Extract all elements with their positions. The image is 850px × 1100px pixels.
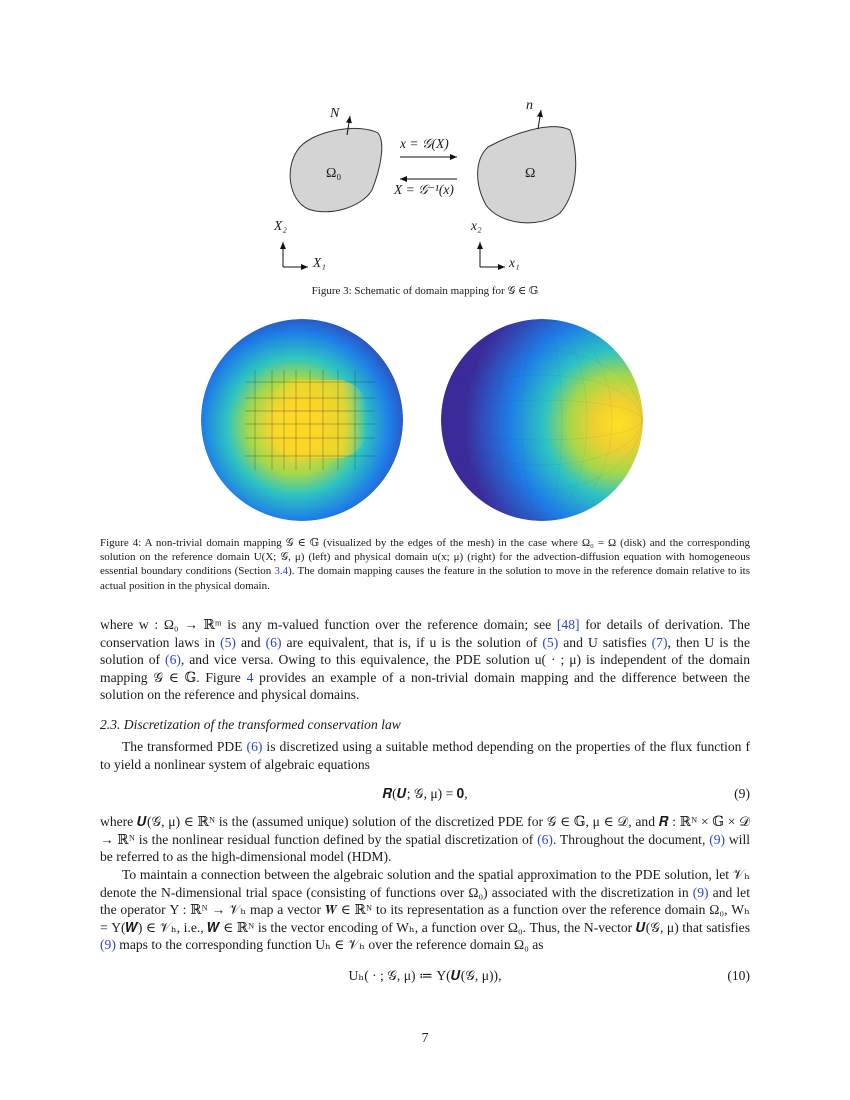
figure-4-caption-suffix: ). The domain mapping causes the feature in the solution to move in the reference domain relative to its actual position in the physical domain. (100, 565, 750, 592)
para2-text-2: is discretized using a suitable method depending on the properties of the flux function f to yield a nonlinear system of algebraic equations (100, 739, 750, 772)
section-heading: 2.3. Discretization of the transformed conservation law (100, 717, 401, 732)
section-3-4-link[interactable]: 3.4 (274, 565, 289, 578)
para3-text-2: . Throughout the document, (552, 831, 710, 847)
eq-9-link[interactable]: (9) (709, 831, 726, 847)
para1-text-6: , then U is the solution of (100, 634, 750, 667)
para1-text-3: and (235, 634, 266, 650)
eq-6-link-4[interactable]: (6) (537, 831, 553, 847)
inverse-map-label: X = 𝒢⁻¹(x) (394, 182, 454, 197)
para2-text-1: The transformed PDE (122, 739, 247, 754)
para4-text-2: and let the operator Υ : ℝᴺ → 𝒱ₕ map a vector 𝑾 ∈ ℝᴺ to its representation as a function over the reference domain Ω₀, Wₕ = Υ(𝑾) ∈ 𝒱ₕ, i.e., 𝑾 ∈ ℝᴺ is the vector encoding of Wₕ, a function over Ω₀. Thus, the N-vector 𝑼(𝒢, μ) that satisfies (100, 884, 750, 935)
ref-48-link[interactable]: [48] (556, 617, 580, 632)
para1-text-5: and U satisfies (558, 634, 652, 650)
paragraph-discretization (100, 738, 750, 773)
para3-text-1: where 𝑼(𝒢, μ) ∈ ℝᴺ is the (assumed unique) solution of the discretized PDE for 𝒢 ∈ 𝔾, μ ∈ 𝒟, and 𝑹 : ℝᴺ × 𝔾 × 𝒟 → ℝᴺ is the nonlinear residual function defined by the spatial discretization of (100, 814, 750, 847)
para3-text-3: will be referred to as the high-dimensional model (HDM). (100, 831, 751, 864)
equation-10-expression: Uₕ( · ; 𝒢, μ) ≔ Υ(𝑼(𝒢, μ)), (348, 968, 502, 983)
eq-9-link-3[interactable]: (9) (100, 937, 116, 952)
equation-9-expression: 𝑹(𝑼; 𝒢, μ) = 𝟎, (382, 786, 468, 801)
paragraph-trial-space (100, 866, 750, 954)
physical-domain-solution-disk (441, 319, 643, 521)
eq-7-link[interactable]: (7) (651, 634, 668, 650)
equation-10-number: (10) (727, 968, 750, 983)
eq-6-link-3[interactable]: (6) (246, 739, 263, 754)
omega0-label: Ω₀ (326, 166, 342, 181)
figure-3-caption: Figure 3: Schematic of domain mapping for 𝒢 ∈ 𝔾 (311, 285, 539, 297)
eq-9-link-2[interactable]: (9) (692, 884, 709, 900)
para4-text-3: maps to the corresponding function Uₕ ∈ 𝒱ₕ over the reference domain Ω₀ as (115, 937, 544, 952)
paragraph-equivalence (100, 616, 750, 704)
axis-X1-label: X₁ (313, 255, 326, 270)
omega-label: Ω (525, 166, 536, 181)
normal-N-label: N (330, 106, 340, 121)
forward-map-label: x = 𝒢(X) (400, 136, 449, 151)
axis-x2-label: x₂ (471, 218, 482, 233)
reference-domain-solution-disk (201, 319, 403, 521)
figure-4-caption-prefix: Figure 4: A non-trivial domain mapping 𝒢 ∈ 𝔾 (visualized by the edges of the mesh) in the case where Ω₀ = Ω (disk) and the corresponding solution on the reference domain U(X; 𝒢, μ) (left) and physical domain u(x; μ) (right) for the advection-diffusion equation with homogeneous essential boundary conditions (Section (100, 537, 750, 578)
figure-4-link[interactable]: 4 (246, 669, 254, 685)
page-number: 7 (421, 1030, 429, 1045)
paragraph-hdm (100, 813, 750, 866)
figure-4-caption (100, 536, 750, 593)
axis-X2-label: X₂ (274, 218, 287, 233)
para1-text-7: , and vice versa. Owing to this equivalence, the PDE solution u( · ; μ) is independent of the domain mapping 𝒢 ∈ 𝔾. Figure (100, 652, 750, 685)
equation-10 (100, 968, 750, 988)
normal-n-label: n (526, 98, 533, 113)
eq-5-link-2[interactable]: (5) (542, 634, 559, 650)
para4-text-1: To maintain a connection between the algebraic solution and the spatial approximation to the PDE solution, let 𝒱ₕ denote the N-dimensional trial space (consisting of functions over Ω₀) associated with the discretization in (100, 867, 750, 900)
eq-5-link[interactable]: (5) (220, 634, 236, 650)
para1-text-2: for details of derivation. The conservation laws in (100, 617, 750, 650)
figure-4-solution-plots (195, 310, 655, 530)
eq-6-link-2[interactable]: (6) (165, 652, 181, 667)
equation-9 (100, 786, 750, 806)
eq-6-link[interactable]: (6) (265, 634, 282, 650)
para1-text-8: provides an example of a non-trivial domain mapping and the difference between the solution on the reference and physical domains. (100, 669, 750, 702)
para1-text-1: where w : Ω₀ → ℝᵐ is any m-valued function over the reference domain; see (100, 617, 557, 632)
para1-text-4: are equivalent, that is, if u is the solution of (281, 634, 543, 650)
equation-9-number: (9) (734, 786, 750, 801)
axis-x1-label: x₁ (509, 255, 520, 270)
